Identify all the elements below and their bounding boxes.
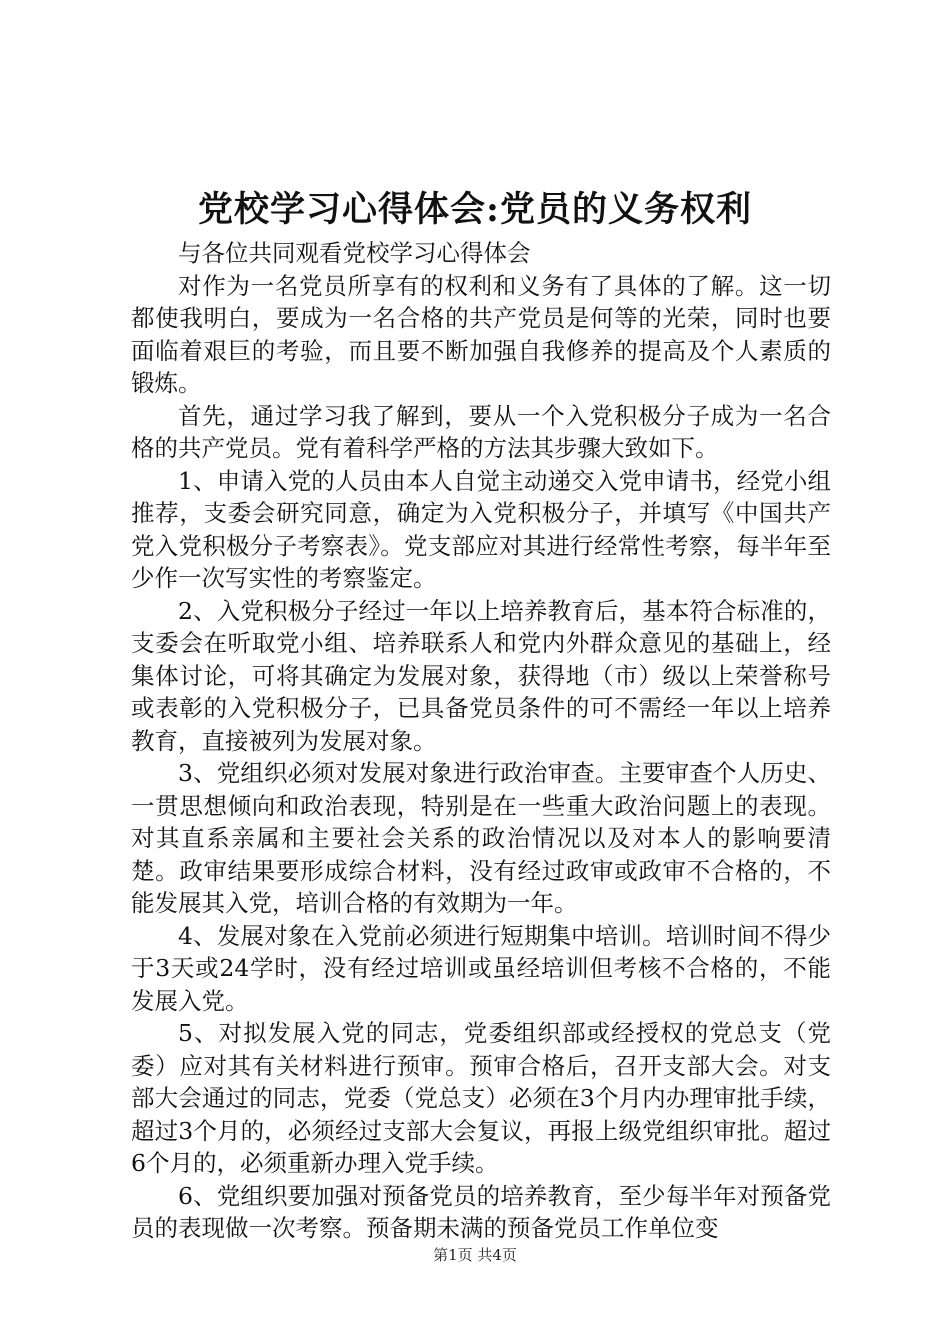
paragraph-step-5: 5、对拟发展入党的同志，党委组织部或经授权的党总支（党委）应对其有关材料进行预审。预审合格后，召开支部大会。对支部大会通过的同志，党委（党总支）必须在3个月内办理审批手续，超过3个月的，必须经过支部大会复议，再报上级党组织审批。超过6个月的，必须重新办理入党手续。: [131, 1019, 831, 1177]
paragraph-step-2: 2、入党积极分子经过一年以上培养教育后，基本符合标准的，支委会在听取党小组、培养联系人和党内外群众意见的基础上，经集体讨论，可将其确定为发展对象，获得地（市）级以上荣誉称号或表彰的入党积极分子，已具备党员条件的可不需经一年以上培养教育，直接被列为发展对象。: [131, 596, 831, 755]
page-title: 党校学习心得体会:党员的义务权利: [198, 189, 752, 230]
paragraph-first: 首先，通过学习我了解到，要从一个入党积极分子成为一名合格的共产党员。党有着科学严格的方法其步骤大致如下。: [131, 401, 831, 462]
intro-line: 与各位共同观看党校学习心得体会: [178, 239, 531, 267]
paragraph-step-4: 4、发展对象在入党前必须进行短期集中培训。培训时间不得少于3天或24学时，没有经过培训或虽经培训但考核不合格的，不能发展入党。: [131, 921, 831, 1015]
document-body: [131, 237, 831, 1245]
paragraph-step-3: 3、党组织必须对发展对象进行政治审查。主要审查个人历史、一贯思想倾向和政治表现，特别是在一些重大政治问题上的表现。对其直系亲属和主要社会关系的政治情况以及对本人的影响要清楚。政审结果要形成综合材料，没有经过政审或政审不合格的，不能发展其入党，培训合格的有效期为一年。: [131, 759, 831, 917]
page-number-footer: 第1页 共4页: [433, 1246, 517, 1264]
paragraph-understanding: 对作为一名党员所享有的权利和义务有了具体的了解。这一切都使我明白，要成为一名合格的共产党员是何等的光荣，同时也要面临着艰巨的考验，而且要不断加强自我修养的提高及个人素质的锻炼。: [131, 271, 831, 397]
paragraph-step-1: 1、申请入党的人员由本人自觉主动递交入党申请书，经党小组推荐，支委会研究同意，确定为入党积极分子，并填写《中国共产党入党积极分子考察表》。党支部应对其进行经常性考察，每半年至少作一次写实性的考察鉴定。: [131, 466, 831, 592]
paragraph-step-6: 6、党组织要加强对预备党员的培养教育，至少每半年对预备党员的表现做一次考察。预备期未满的预备党员工作单位变: [131, 1181, 831, 1242]
